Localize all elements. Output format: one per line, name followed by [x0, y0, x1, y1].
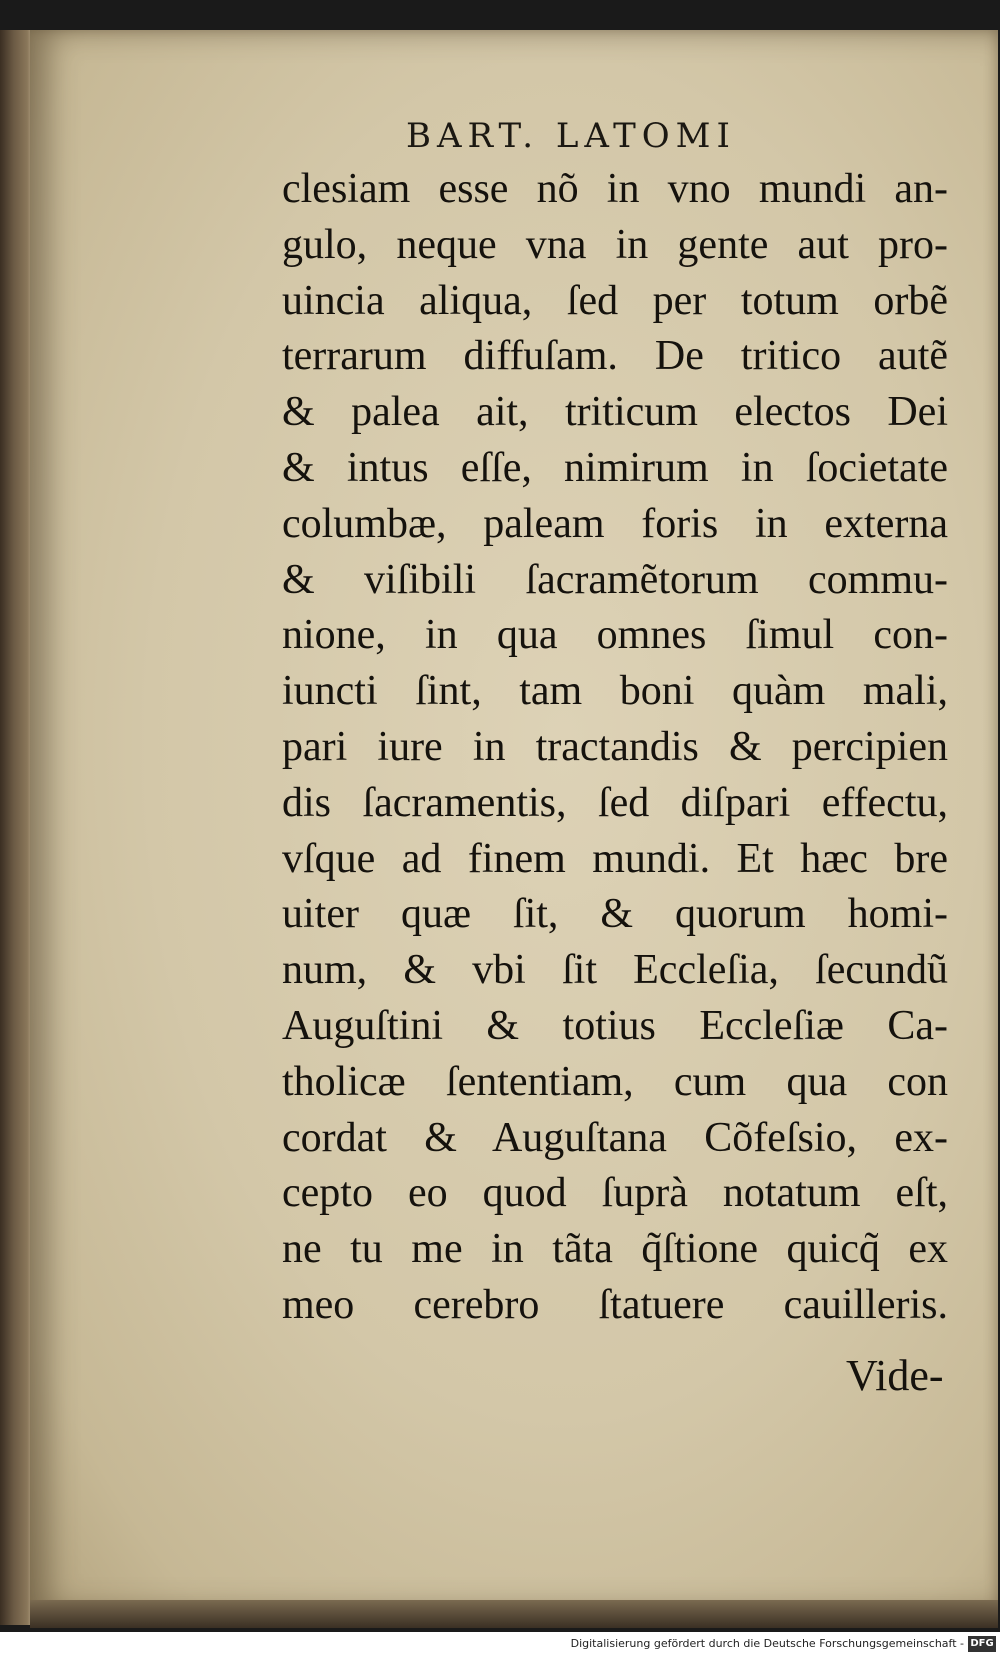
text-line: & intus eſſe, nimirum in ſocietate: [282, 444, 948, 491]
text-line: vſque ad finem mundi. Et hæc bre: [282, 835, 948, 882]
text-block: [282, 162, 948, 1334]
text-line: pari iure in tractandis & percipien: [282, 723, 948, 770]
text-line: meo cerebro ſtatuere cauilleris.: [282, 1281, 948, 1328]
text-line: nione, in qua omnes ſimul con-: [282, 612, 948, 659]
book-spine-edge: [0, 30, 34, 1625]
footer-bar: [0, 1632, 1000, 1658]
text-line: tholicæ ſententiam, cum qua con: [282, 1058, 948, 1105]
page-bottom-edge: [30, 1600, 998, 1628]
text-line: num, & vbi ſit Eccleſia, ſecundũ: [282, 947, 948, 994]
text-line: uincia aliqua, ſed per totum orbẽ: [282, 277, 948, 324]
text-line: uiter quæ ſit, & quorum homi-: [282, 891, 948, 938]
footer-credit: Digitalisierung gefördert durch die Deutsche Forschungsgemeinschaft -: [570, 1637, 964, 1650]
text-line: columbæ, paleam foris in externa: [282, 500, 948, 547]
running-head: BART. LATOMI: [406, 116, 736, 156]
dfg-logo-icon: DFG: [968, 1636, 996, 1652]
text-line: cordat & Auguſtana Cõfeſsio, ex-: [282, 1114, 948, 1161]
text-line: dis ſacramentis, ſed diſpari effectu,: [282, 779, 948, 826]
text-line: gulo, neque vna in gente aut pro-: [282, 221, 948, 268]
text-line: & palea ait, triticum electos Dei: [282, 389, 948, 436]
text-line: Auguſtini & totius Eccleſiæ Ca-: [282, 1002, 948, 1049]
catchword: Vide-: [846, 1351, 944, 1400]
text-line: cepto eo quod ſuprà notatum eſt,: [282, 1170, 948, 1217]
text-line: terrarum diffuſam. De tritico autẽ: [282, 333, 948, 380]
text-line: & viſibili ſacramẽtorum commu-: [282, 556, 948, 603]
text-line: ne tu me in tãta q̃ſtione quicq̃ ex: [282, 1226, 948, 1273]
text-line: clesiam esse nõ in vno mundi an-: [282, 166, 948, 212]
text-line: iuncti ſint, tam boni quàm mali,: [282, 668, 948, 715]
